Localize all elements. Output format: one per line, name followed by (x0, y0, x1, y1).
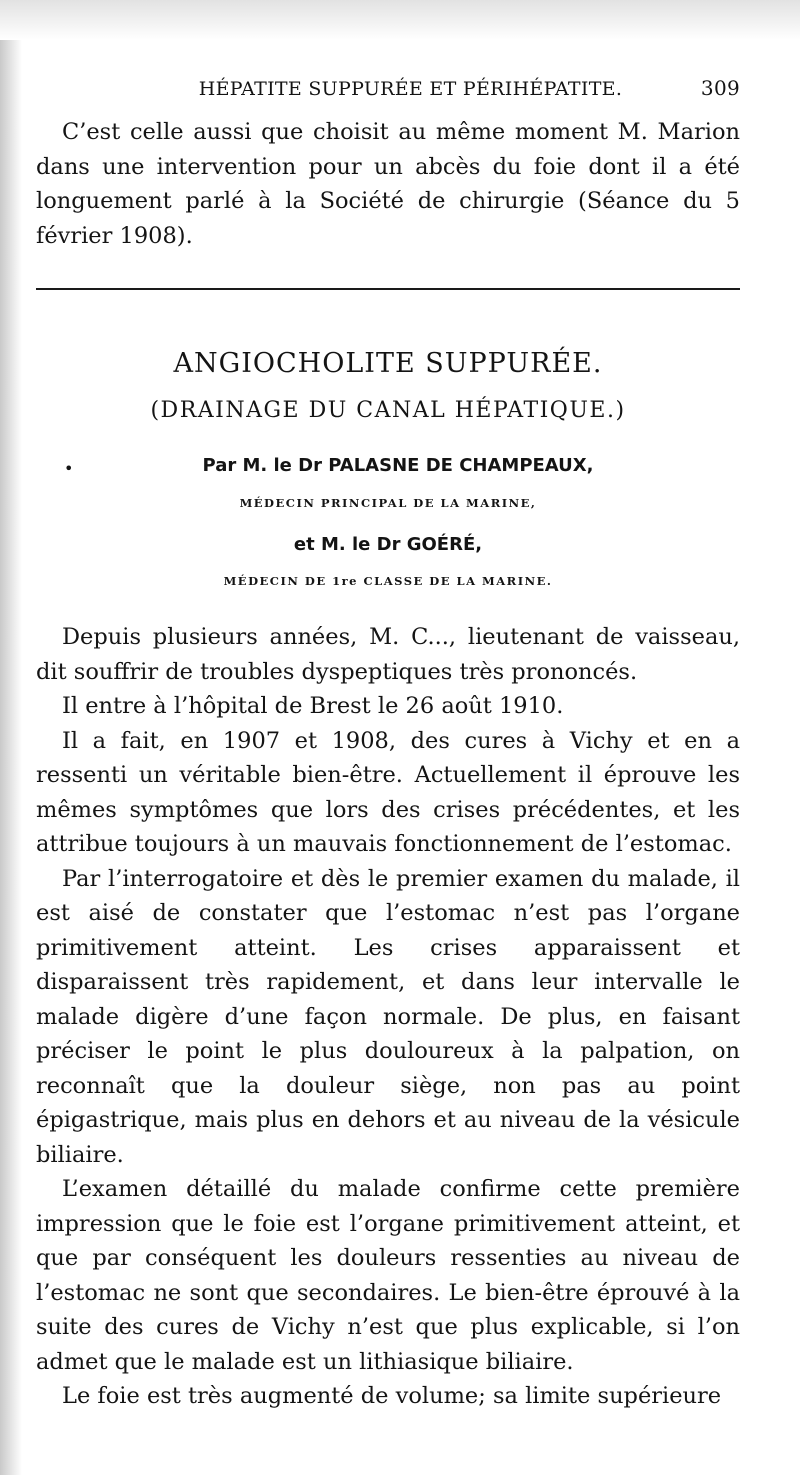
intro-paragraph-block (36, 115, 740, 253)
intro-paragraph: C’est celle aussi que choisit au même moment M. Marion dans une intervention pour un abcès du foie dont il a été longuement parlé à la Société de chirurgie (Séance du 5 février 1908). (36, 119, 740, 249)
paragraph: Le foie est très augmenté de volume; sa limite supérieure (62, 1383, 722, 1409)
page-top-shadow (0, 0, 800, 40)
running-head (60, 76, 740, 100)
article-subtitle: (DRAINAGE DU CANAL HÉPATIQUE.) (150, 398, 626, 423)
running-title: HÉPATITE SUPPURÉE ET PÉRIHÉPATITE. (198, 78, 623, 100)
article-body (36, 620, 740, 1414)
author-1-role: MÉDECIN PRINCIPAL DE LA MARINE, (239, 496, 537, 510)
author-1: Par M. le Dr PALASNE DE CHAMPEAUX, (202, 455, 594, 476)
page-edge-shadow (0, 0, 22, 1475)
paragraph: Par l’interrogatoire et dès le premier examen du malade, il est aisé de constater que l’estomac n’est pas l’organe primitivement atteint. Les crises apparaissent et disparaissent très rapidement, et dans leur intervalle le malade digère d’une façon normale. De plus, en faisant préciser le point le plus douloureux à la palpation, on reconnaît que la douleur siège, non pas au point épigastrique, mais plus en dehors et au niveau de la vésicule biliaire. (36, 865, 740, 1168)
paragraph: Il entre à l’hôpital de Brest le 26 août 1910. (62, 693, 564, 719)
paragraph: Il a fait, en 1907 et 1908, des cures à Vichy et en a ressenti un véritable bien-être. Actuellement il éprouve les mêmes symptômes que lors des crises précédentes, et les attribue toujours à un mauvais fonctionnement de l’estomac. (36, 727, 740, 857)
section-divider (36, 288, 740, 290)
page-number: 309 (700, 76, 740, 100)
article-title: ANGIOCHOLITE SUPPURÉE. (173, 348, 603, 379)
author-2-role: MÉDECIN DE 1re CLASSE DE LA MARINE. (223, 574, 553, 588)
author-2: et M. le Dr GOÉRÉ, (293, 534, 483, 555)
bullet-mark: • (64, 459, 74, 478)
paragraph: L’examen détaillé du malade confirme cette première impression que le foie est l’organe primitivement atteint, et que par conséquent les douleurs ressenties au niveau de l’estomac ne sont que secondaires. Le bien-être éprouvé à la suite des cures de Vichy n’est que plus explicable, si l’on admet que le malade est un lithiasique biliaire. (36, 1176, 740, 1375)
paragraph: Depuis plusieurs années, M. C..., lieutenant de vaisseau, dit souffrir de troubles dyspeptiques très prononcés. (36, 624, 740, 685)
